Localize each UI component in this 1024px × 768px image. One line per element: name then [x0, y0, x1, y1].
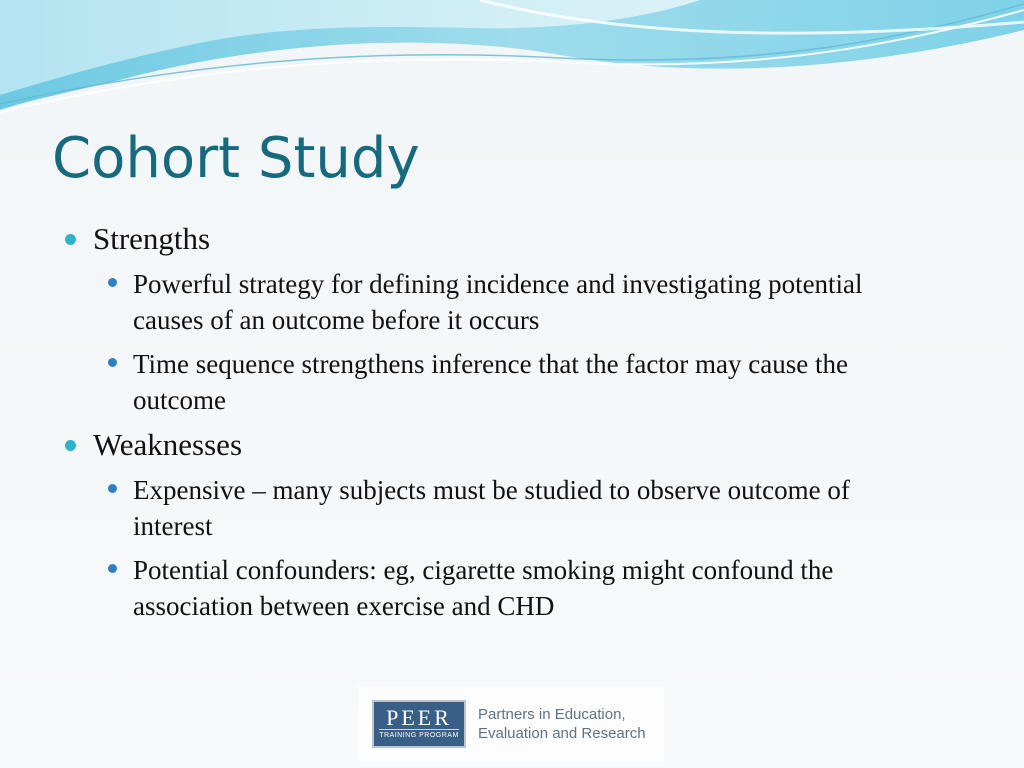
section-heading-weaknesses: Weaknesses [60, 426, 960, 464]
bullet-point: Potential confounders: eg, cigarette smoking might confound the association between exercise and CHD [133, 552, 933, 624]
logo-badge-subtext: TRAINING PROGRAM [379, 729, 459, 741]
logo-tagline [478, 705, 646, 743]
bullet-point: Expensive – many subjects must be studied to observe outcome of interest [133, 472, 933, 544]
bullet-point: Time sequence strengthens inference that the factor may cause the outcome [133, 346, 933, 418]
section-heading-strengths: Strengths [60, 220, 960, 258]
bullet-point: Powerful strategy for defining incidence and investigating potential causes of an outcome before it occurs [133, 266, 933, 338]
logo-tagline-line1: Partners in Education, [478, 706, 626, 723]
logo-badge-text: PEER [386, 705, 452, 730]
peer-badge [372, 700, 466, 748]
logo-tagline-line2: Evaluation and Research [478, 725, 646, 742]
header-wave-decoration [0, 0, 1024, 130]
bullet-list [60, 220, 960, 632]
peer-logo [358, 686, 664, 762]
slide-title: Cohort Study [52, 126, 420, 191]
